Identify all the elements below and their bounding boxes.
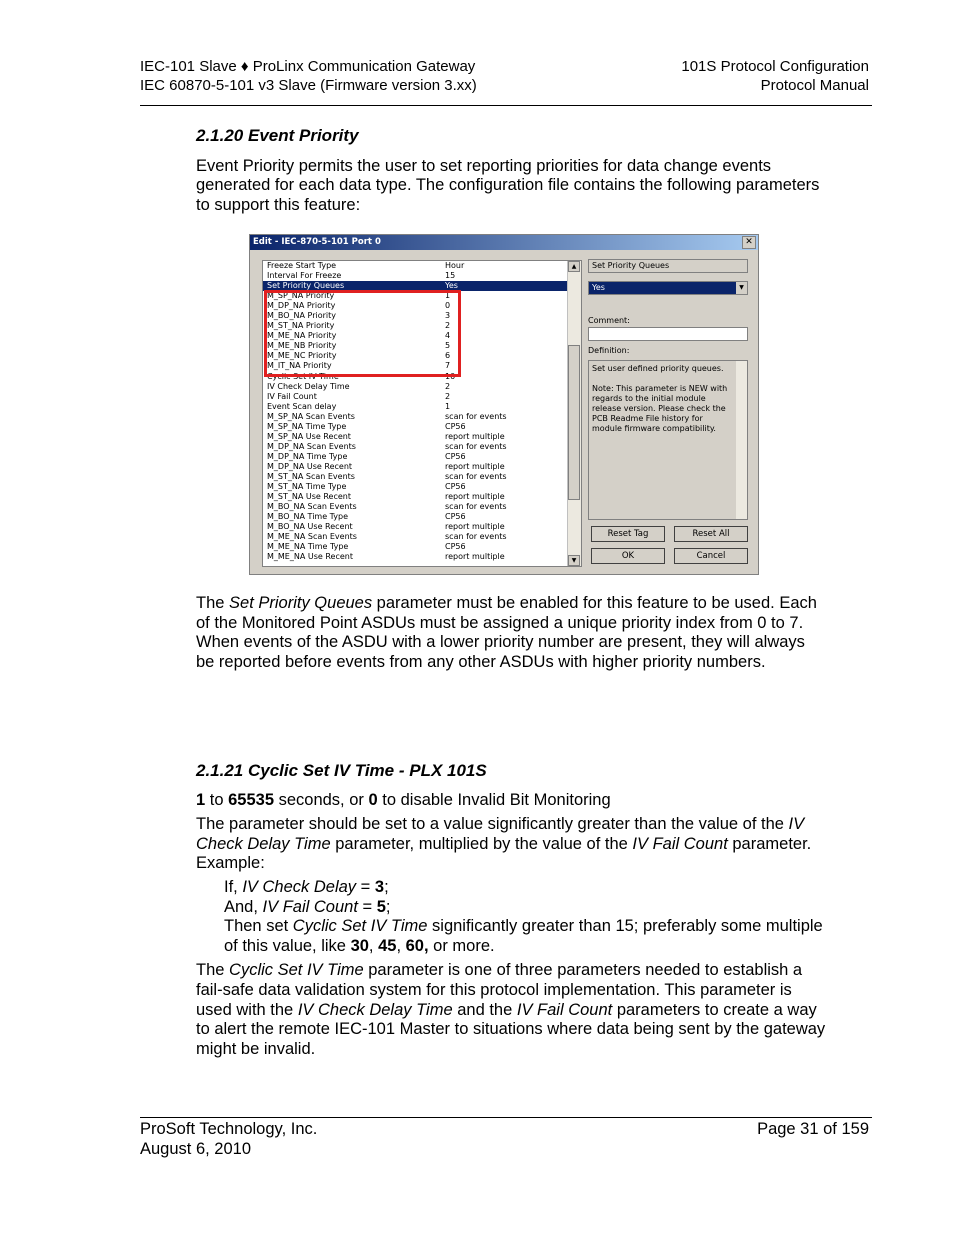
parameter-name: M_BO_NA Scan Events [267, 502, 357, 512]
parameter-value: 2 [445, 391, 451, 401]
parameter-value: Hour [445, 261, 465, 270]
parameter-name: Set Priority Queues [267, 281, 345, 291]
reset-all-button[interactable]: Reset All [674, 526, 748, 542]
priority-highlight-box [264, 290, 461, 377]
param-value-select[interactable] [588, 281, 748, 295]
intro-paragraph: Event Priority permits the user to set reporting priorities for data change events generated for each data type. The configuration file contains the following parameters to support this feature: [196, 156, 820, 214]
parameter-value: Yes [445, 281, 458, 291]
header-firmware: IEC 60870-5-101 v3 Slave (Firmware version 3.xx) [140, 77, 477, 94]
parameter-name: M_BO_NA Priority [267, 311, 337, 321]
parameter-row[interactable] [263, 422, 581, 432]
parameter-value: report multiple [445, 431, 505, 441]
parameter-name: M_SP_NA Time Type [267, 421, 347, 431]
parameter-name: M_ME_NC Priority [267, 351, 337, 361]
parameter-name: M_BO_NA Use Recent [267, 522, 353, 532]
parameter-value: scan for events [445, 532, 507, 542]
range-line: 1 to 65535 seconds, or 0 to disable Invalid Bit Monitoring [196, 790, 611, 809]
comment-label: Comment: [588, 316, 630, 325]
parameter-name: Event Scan delay [267, 401, 337, 411]
parameter-value: 3 [445, 311, 451, 321]
parameter-row[interactable] [263, 482, 581, 492]
header-rule [140, 105, 872, 106]
comment-input[interactable] [588, 327, 748, 341]
list-scrollbar[interactable] [567, 261, 581, 566]
parameter-row[interactable] [263, 552, 581, 562]
parameter-value: report multiple [445, 461, 505, 471]
parameter-value: 1 [445, 291, 451, 301]
footer-company: ProSoft Technology, Inc. [140, 1120, 318, 1138]
parameter-name: M_DP_NA Scan Events [267, 441, 356, 451]
parameter-value: CP56 [445, 512, 466, 522]
scroll-thumb[interactable] [568, 345, 580, 500]
parameter-row[interactable] [263, 402, 581, 412]
parameter-name: M_DP_NA Use Recent [267, 461, 353, 471]
cancel-button[interactable]: Cancel [674, 548, 748, 564]
parameter-name: M_ME_NA Use Recent [267, 552, 353, 562]
parameter-value: scan for events [445, 471, 507, 481]
parameter-row[interactable] [263, 462, 581, 472]
param-name-field: Set Priority Queues [588, 259, 748, 273]
parameter-value: CP56 [445, 542, 466, 552]
failsafe-paragraph: The Cyclic Set IV Time parameter is one of three parameters needed to establish a fail-safe data validation system for this protocol implementation. This parameter is used with the IV Check Delay Time and the IV Fail Count parameters to create a way to alert the remote IEC-101 Master to situations where data being sent by the gateway might be invalid. [196, 961, 826, 1058]
parameter-name: Cyclic Set IV Time [267, 371, 339, 381]
parameter-row[interactable] [263, 472, 581, 482]
parameter-name: M_ME_NA Time Type [267, 542, 349, 552]
parameter-value: report multiple [445, 552, 505, 562]
parameter-value: 4 [445, 331, 451, 341]
ok-button[interactable]: OK [591, 548, 665, 564]
parameter-name: M_BO_NA Time Type [267, 512, 349, 522]
parameter-row[interactable] [263, 492, 581, 502]
parameter-name: M_ME_NB Priority [267, 341, 337, 351]
parameter-name: M_SP_NA Priority [267, 291, 335, 301]
parameter-value: 6 [445, 351, 451, 361]
example-line-3: Then set Cyclic Set IV Time significantly greater than 15; preferably some multiple of this value, like 30, 45, 60, or more. [224, 917, 823, 955]
close-icon[interactable]: ✕ [742, 236, 756, 249]
header-left [140, 57, 477, 95]
parameter-value: CP56 [445, 451, 466, 461]
parameter-name: IV Check Delay Time [267, 381, 350, 391]
footer-right [757, 1120, 869, 1140]
parameter-row[interactable] [263, 412, 581, 422]
edit-dialog [249, 234, 759, 575]
parameter-row[interactable] [263, 261, 581, 271]
parameter-row[interactable] [263, 432, 581, 442]
scroll-down-icon[interactable]: ▼ [568, 555, 580, 566]
parameter-value: 2 [445, 381, 451, 391]
parameter-value: scan for events [445, 502, 507, 512]
parameter-name: M_IT_NA Priority [267, 361, 332, 371]
parameter-value: 10 [445, 371, 456, 381]
parameter-name: Interval For Freeze [267, 271, 342, 281]
chevron-down-icon[interactable]: ▼ [736, 282, 747, 294]
parameter-row[interactable] [263, 392, 581, 402]
parameter-name: M_DP_NA Time Type [267, 451, 348, 461]
definition-scrollbar[interactable] [736, 361, 747, 519]
scroll-up-icon[interactable]: ▲ [568, 261, 580, 272]
parameter-row[interactable] [263, 542, 581, 552]
parameter-name: M_ST_NA Scan Events [267, 471, 355, 481]
example-line-2: And, IV Fail Count = 5; [224, 897, 391, 916]
footer-page: Page 31 of 159 [757, 1120, 869, 1138]
header-right [681, 57, 869, 95]
param-value: Yes [592, 283, 605, 292]
parameter-value: CP56 [445, 482, 466, 492]
footer-date: August 6, 2010 [140, 1139, 252, 1158]
parameter-name: M_ME_NA Scan Events [267, 532, 357, 542]
parameter-row[interactable] [263, 271, 581, 281]
footer-rule [140, 1117, 872, 1118]
parameter-row[interactable] [263, 522, 581, 532]
parameter-row[interactable] [263, 512, 581, 522]
dialog-title-bar [250, 235, 758, 250]
param-paragraph: The parameter should be set to a value significantly greater than the value of the IV Check Delay Time parameter, multiplied by the value of the IV Fail Count parameter. Example: [196, 815, 812, 873]
section-title: 2.1.20 Event Priority [196, 126, 359, 145]
parameter-name: M_SP_NA Scan Events [267, 411, 355, 421]
definition-text-1: Set user defined priority queues. [592, 364, 724, 373]
definition-text-2: Note: This parameter is NEW with regards to the initial module release version. Please check the PCB Readme File history for module firmware compatibility. [592, 384, 728, 433]
parameter-value: 15 [445, 271, 456, 281]
parameter-value: report multiple [445, 492, 505, 502]
parameter-name: M_ST_NA Use Recent [267, 492, 352, 502]
parameter-row[interactable] [263, 502, 581, 512]
parameter-row[interactable] [263, 532, 581, 542]
parameter-value: 0 [445, 301, 451, 311]
parameter-name: IV Fail Count [267, 391, 317, 401]
parameter-value: scan for events [445, 411, 507, 421]
priority-paragraph: The Set Priority Queues parameter must be enabled for this feature to be used. Each of the Monitored Point ASDUs must be assigned a unique priority index from 0 to 7. When events of the ASDU with a lower priority number are present, they will always be reported before events from any other ASDUs with higher priority numbers. [196, 594, 817, 671]
section-title-2: 2.1.21 Cyclic Set IV Time - PLX 101S [196, 761, 487, 780]
header-manual: Protocol Manual [760, 77, 869, 94]
reset-tag-button[interactable]: Reset Tag [591, 526, 665, 542]
parameter-name: M_ST_NA Time Type [267, 482, 347, 492]
parameter-value: 2 [445, 321, 451, 331]
header-product: IEC-101 Slave ♦ ProLinx Communication Gateway [140, 58, 476, 75]
definition-label: Definition: [588, 346, 630, 355]
parameter-row[interactable] [263, 442, 581, 452]
footer-left [140, 1120, 317, 1159]
parameter-name: M_ME_NA Priority [267, 331, 337, 341]
section-cyclic-set-iv [196, 761, 826, 1059]
parameter-row[interactable] [263, 382, 581, 392]
section-event-priority [196, 126, 826, 215]
parameter-name: M_ST_NA Priority [267, 321, 335, 331]
parameter-name: Freeze Start Type [267, 261, 337, 270]
example-line-1: If, IV Check Delay = 3; [224, 877, 389, 896]
parameter-value: CP56 [445, 421, 466, 431]
parameter-value: 1 [445, 401, 451, 411]
parameter-row[interactable] [263, 452, 581, 462]
parameter-value: scan for events [445, 441, 507, 451]
definition-box [588, 360, 748, 520]
dialog-title: Edit - IEC-870-5-101 Port 0 [253, 237, 381, 247]
priority-explanation [196, 594, 826, 672]
parameter-name: M_DP_NA Priority [267, 301, 336, 311]
parameter-value: 5 [445, 341, 451, 351]
parameter-value: 7 [445, 361, 451, 371]
parameter-value: report multiple [445, 522, 505, 532]
header-chapter: 101S Protocol Configuration [681, 58, 869, 75]
parameter-name: M_SP_NA Use Recent [267, 431, 351, 441]
